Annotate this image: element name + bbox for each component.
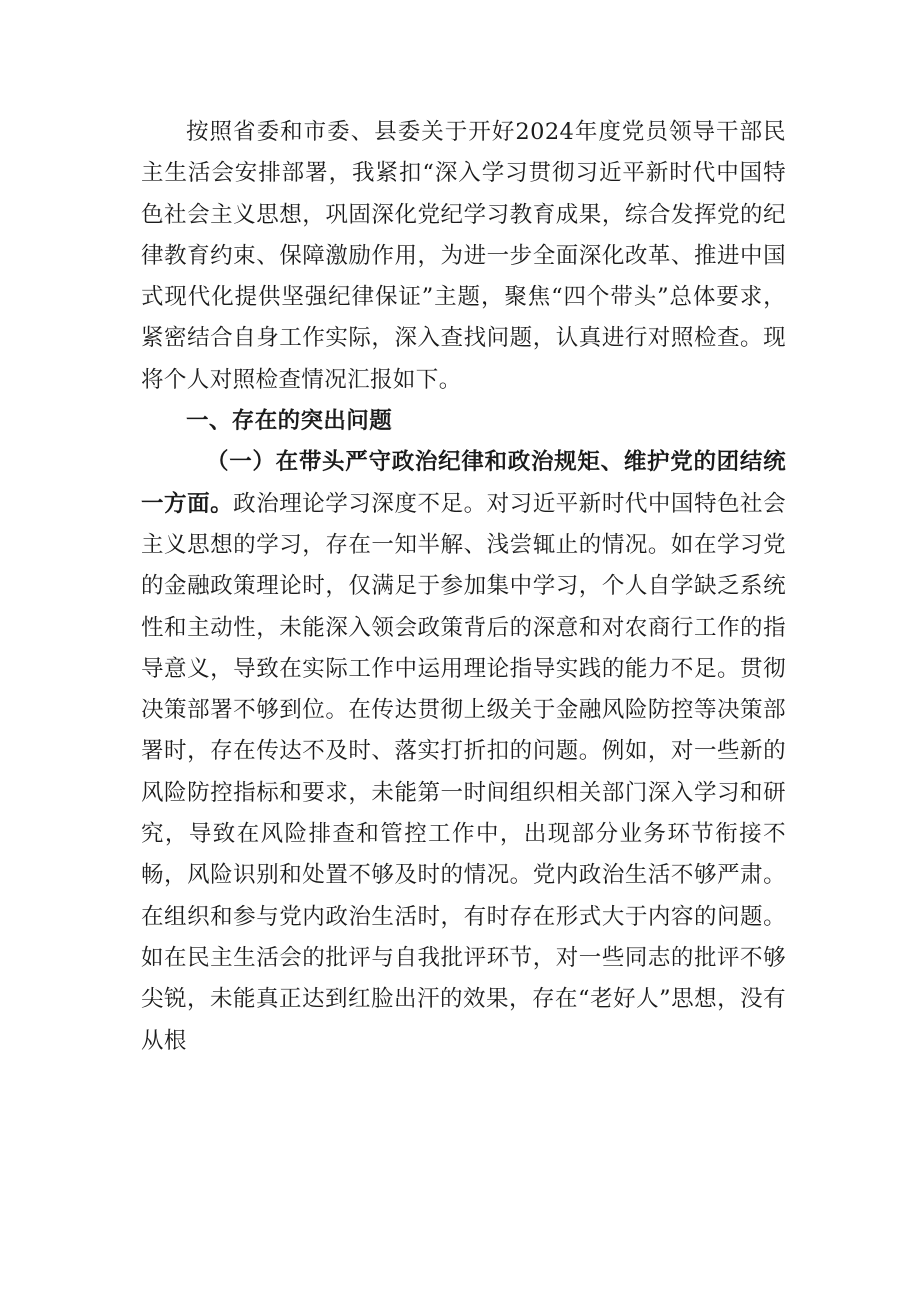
section-heading: 一、存在的突出问题 [186, 408, 393, 435]
subsection-body: 政治理论学习深度不足。对习近平新时代中国特色社会主义思想的学习，存在一知半解、浅尝辄止的情况。如在学习党的金融政策理论时，仅满足于参加集中学习，个人自学缺乏系统性和主动性，未能深入领会政策背后的深意和对农商行工作的指导意义，导致在实际工作中运用理论指导实践的能力不足。贯彻决策部署不够到位。在传达贯彻上级关于金融风险防控等决策部署时，存在传达不及时、落实打折扣的问题。例如，对一些新的风险防控指标和要求，未能第一时间组织相关部门深入学习和研究，导致在风险排查和管控工作中，出现部分业务环节衔接不畅，风险识别和处置不够及时的情况。党内政治生活不够严肃。在组织和参与党内政治生活时，有时存在形式大于内容的问题。如在民主生活会的批评与自我批评环节，对一些同志的批评不够尖锐，未能真正达到红脸出汗的效果，存在“老好人”思想，没有从根 [141, 490, 786, 1054]
subsection-lead: （一）在带头严守政治纪律和政治规矩、维护党的团结统一方面。 [141, 449, 786, 517]
subsection-paragraph [141, 442, 786, 1061]
document-body [141, 112, 786, 1062]
intro-paragraph: 按照省委和市委、县委关于开好2024年度党员领导干部民主生活会安排部署，我紧扣“深入学习贯彻习近平新时代中国特色社会主义思想，巩固深化党纪学习教育成果，综合发挥党的纪律教育约束、保障激励作用，为进一步全面深化改革、推进中国式现代化提供坚强纪律保证”主题，聚焦“四个带头”总体要求，紧密结合自身工作实际，深入查找问题，认真进行对照检查。现将个人对照检查情况汇报如下。 [141, 119, 786, 393]
